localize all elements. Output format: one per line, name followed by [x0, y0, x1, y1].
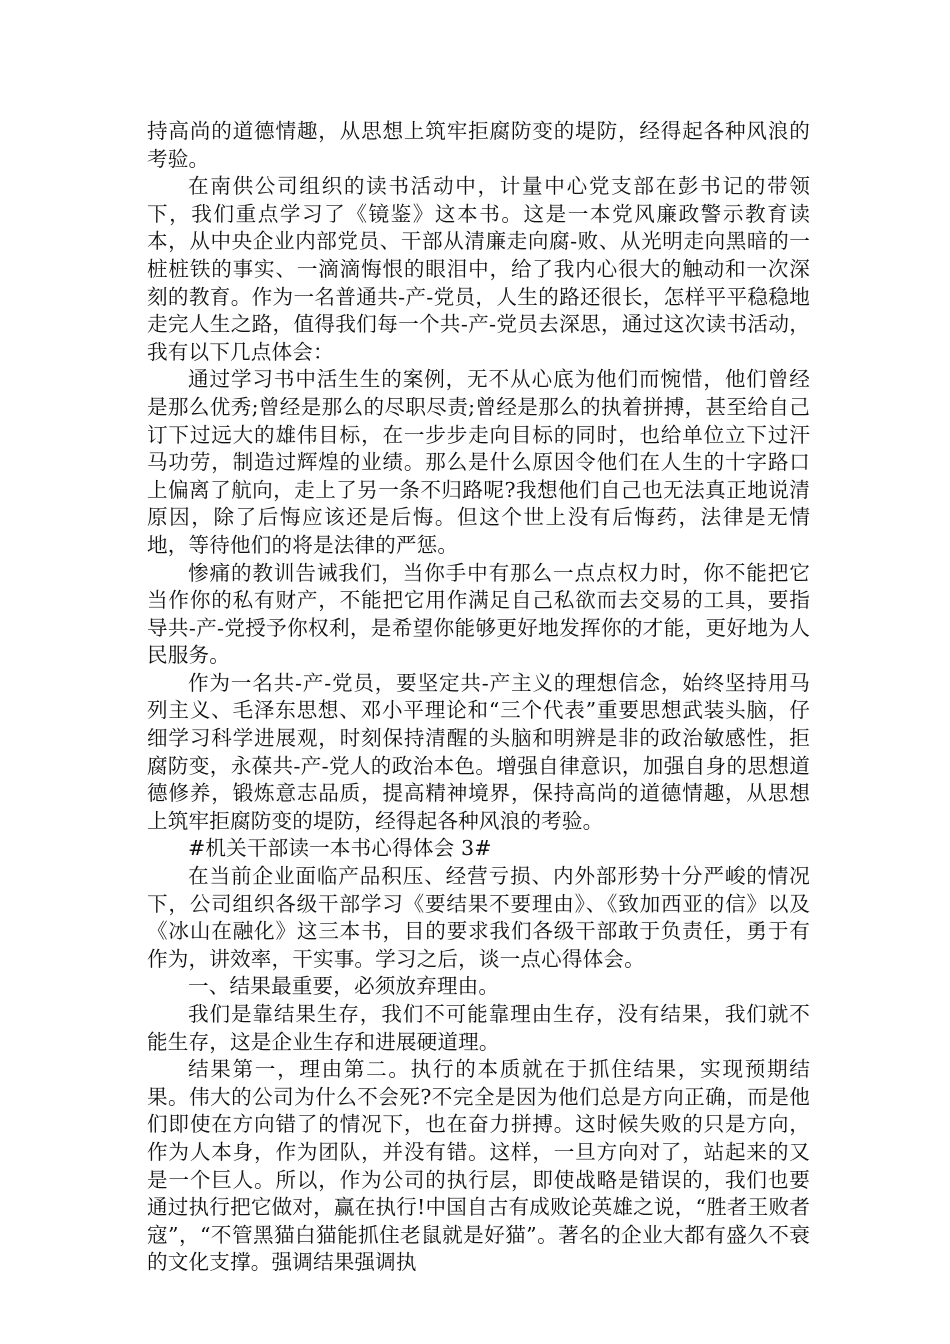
paragraph-2: 在南供公司组织的读书活动中，计量中心党支部在彭书记的带领下，我们重点学习了《镜鉴》这本书。这是一本党风廉政警示教育读本，从中央企业内部党员、干部从清廉走向腐-败、从光明走向黑暗的一桩桩铁的事实、一滴滴悔恨的眼泪中，给了我内心很大的触动和一次深刻的教育。作为一名普通共-产-党员，人生的路还很长，怎样平平稳稳地走完人生之路，值得我们每一个共-产-党员去深思，通过这次读书活动，我有以下几点体会：	[147, 174, 810, 364]
paragraph-9: 我们是靠结果生存，我们不可能靠理由生存，没有结果，我们就不能生存，这是企业生存和进展硬道理。	[147, 1002, 810, 1054]
paragraph-1: 持高尚的道德情趣，从思想上筑牢拒腐防变的堤防，经得起各种风浪的考验。	[147, 119, 810, 171]
paragraph-10: 结果第一，理由第二。执行的本质就在于抓住结果，实现预期结果。伟大的公司为什么不会死?不完全是因为他们总是方向正确，而是他们即使在方向错了的情况下，也在奋力拼搏。这时候失败的只是方向，作为人本身，作为团队，并没有错。这样，一旦方向对了，站起来的又是一个巨人。所以，作为公司的执行层，即使战略是错误的，我们也要通过执行把它做对，赢在执行!中国自古有成败论英雄之说，“胜者王败者寇”，“不管黑猫白猫能抓住老鼠就是好猫”。著名的企业大都有盛久不衰的文化支撑。强调结果强调执	[147, 1057, 810, 1275]
document-body	[147, 118, 810, 1277]
paragraph-3: 通过学习书中活生生的案例，无不从心底为他们而惋惜，他们曾经是那么优秀;曾经是那么的尽职尽责;曾经是那么的执着拼搏，甚至给自己订下过远大的雄伟目标，在一步步走向目标的同时，也给单位立下过汗马功劳，制造过辉煌的业绩。那么是什么原因令他们在人生的十字路口上偏离了航向，走上了另一条不归路呢?我想他们自己也无法真正地说清原因，除了后悔应该还是后悔。但这个世上没有后悔药，法律是无情地，等待他们的将是法律的严惩。	[147, 367, 810, 557]
paragraph-5: 作为一名共-产-党员，要坚定共-产主义的理想信念，始终坚持用马列主义、毛泽东思想、邓小平理论和“三个代表”重要思想武装头脑，仔细学习科学进展观，时刻保持清醒的头脑和明辨是非的政治敏感性，拒腐防变，永葆共-产-党人的政治本色。增强自律意识，加强自身的思想道德修养，锻炼意志品质，提高精神境界，保持高尚的道德情趣，从思想上筑牢拒腐防变的堤防，经得起各种风浪的考验。	[147, 670, 810, 833]
subheading-1: 一、结果最重要，必须放弃理由。	[188, 974, 500, 999]
section-heading: #机关干部读一本书心得体会 3#	[188, 836, 492, 861]
paragraph-7: 在当前企业面临产品积压、经营亏损、内外部形势十分严峻的情况下，公司组织各级干部学习《要结果不要理由》、《致加西亚的信》以及《冰山在融化》这三本书，目的要求我们各级干部敢于负责任，勇于有作为，讲效率，干实事。学习之后，谈一点心得体会。	[147, 864, 810, 971]
paragraph-4: 惨痛的教训告诫我们，当你手中有那么一点点权力时，你不能把它当作你的私有财产，不能把它用作满足自己私欲而去交易的工具，要指导共-产-党授予你权利，是希望你能够更好地发挥你的才能，更好地为人民服务。	[147, 560, 810, 668]
